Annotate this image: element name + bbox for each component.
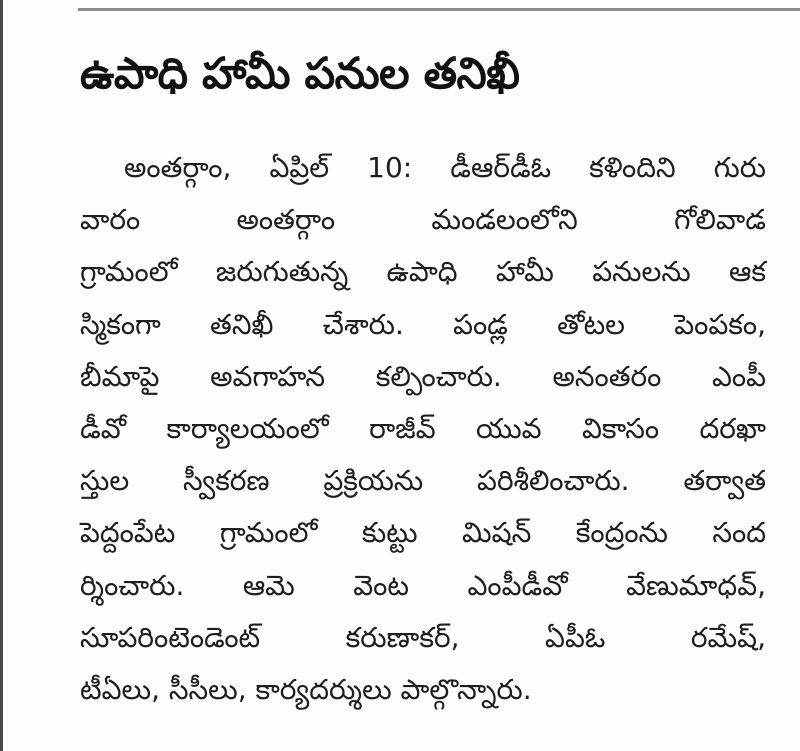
body-line: అంతర్గాం, ఏప్రిల్ 10: డీఆర్‌డీఓ కళిందిని గురు: [124, 151, 766, 184]
body-line: డీవో కార్యాలయంలో రాజీవ్ యువ వికాసం దరఖా: [80, 411, 766, 445]
top-divider: [78, 8, 800, 11]
body-line: బీమాపై అవగాహన కల్పించారు. అనంతరం ఎంపీ: [80, 359, 766, 393]
body-line: ర్శించారు. ఆమె వెంట ఎంపీడీవో వేణుమాధవ్,: [80, 568, 766, 602]
column-border: [0, 0, 3, 751]
body-line: గ్రామంలో జరుగుతున్న ఉపాధి హామీ పనులను ఆక: [80, 255, 766, 289]
headline: ఉపాధి హామీ పనుల తనిఖీ: [80, 49, 520, 99]
body-line: వారం అంతర్గాం మండలంలోని గోలివాడ: [80, 203, 766, 237]
article-body: [80, 142, 766, 716]
body-line: టీఏలు, సీసీలు, కార్యదర్శులు పాల్గొన్నారు.: [80, 672, 532, 706]
body-line: స్మికంగా తనిఖీ చేశారు. పండ్ల తోటల పెంపకం,: [80, 307, 766, 341]
body-line: స్తుల స్వీకరణ ప్రక్రియను పరిశీలించారు. తర్వాత: [80, 464, 766, 498]
body-line: పెద్దంపేట గ్రామంలో కుట్టు మిషన్ కేంద్రంను సంద: [80, 516, 766, 550]
body-line: సూపరింటెండెంట్ కరుణాకర్, ఏపీఓ రమేష్,: [80, 620, 766, 654]
